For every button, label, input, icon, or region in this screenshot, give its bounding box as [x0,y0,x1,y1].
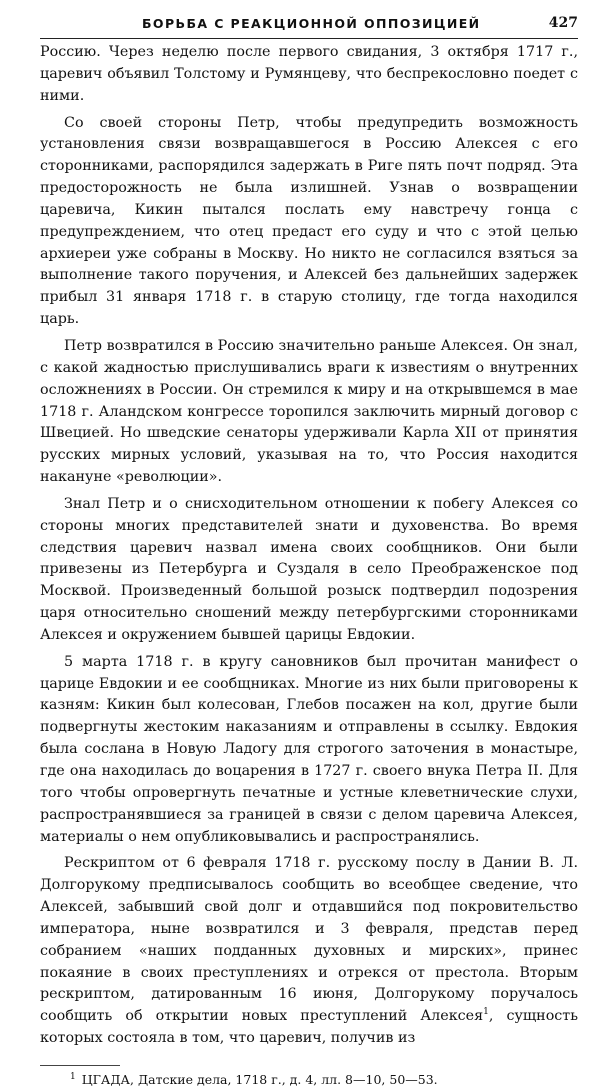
paragraph-5: 5 марта 1718 г. в кругу сановников был прочитан манифест о царице Евдокии и ее сообщниках. Многие из них были приговорены к казням: Кикин был колесован, Глебов посажен на кол, другие были подвергнуты жестоким наказаниям и отправлены в ссылку. Евдокия была сослана в Новую Ладогу для строгого заточения в монастыре, где она находилась до воцарения в 1727 г. своего внука Петра II. Для того чтобы опровергнуть печатные и устные клеветнические слухи, распространявшиеся за границей в связи с делом царевича Алексея, материалы о нем опубликовывались и распространялись. [40,653,578,845]
paragraph-3: Петр возвратился в Россию значительно раньше Алексея. Он знал, с какой жадностью прислушивались враги к известиям о внутренних осложнениях в России. Он стремился к миру и на открывшемся в мае 1718 г. Аландском конгрессе торопился заключить мирный договор с Швецией. Но шведские сенаторы удерживали Карла XII от принятия русских мирных условий, указывая на то, что Россия находится накануне «революции». [40,337,578,486]
paragraph-2: Со своей стороны Петр, чтобы предупредить возможность установления связи возвращавшегося в Россию Алексея с его сторонниками, распорядился задержать в Риге пять почт подряд. Эта предосторожность не была излишней. Узнав о возвращении царевича, Кикин пытался послать ему навстречу гонца с предупреждением, что отец предаст его суду и что с этой целью архиереи уже собраны в Москву. Но никто не согласился взяться за выполнение такого поручения, и Алексей без дальнейших задержек прибыл 31 января 1718 г. в старую столицу, где тогда находился царь. [40,114,578,328]
footnote [40,1072,578,1088]
paragraph-6-text: Рескриптом от 6 февраля 1718 г. русскому послу в Дании В. Л. Долгорукому предписывалось сообщить во всеобщее сведение, что Алексей, забывший свой долг и отдавшийся под покровительство императора, ныне возвратился и 3 февраля, представ перед собранием «наших подданных духовных и мирских», принес покаяние в своих преступлениях и отрекся от престола. Вторым рескриптом, датированным 16 июня, Долгорукому поручалось сообщить об открытии новых преступлений Алексея [40,855,578,1025]
body-text [40,42,578,1050]
paragraph-4: Знал Петр и о снисходительном отношении к побегу Алексея со стороны многих представителей знати и духовенства. Во время следствия царевич назвал имена своих сообщников. Они были привезены из Петербурга и Суздаля в село Преображенское под Москвой. Произведенный большой розыск подтвердил подозрения царя относительно сношений между петербургскими сторонниками Алексея и окружением бывшей царицы Евдокии. [40,495,578,643]
footnote-mark: 1 [70,1071,76,1082]
paragraph-6-continuation: , сущность которых состояла в том, что царевич, получив из [40,1008,579,1047]
paragraph-1: Россию. Через неделю после первого свидания, 3 октября 1717 г., царевич объявил Толстому и Румянцеву, что беспрекословно поедет с ними. [40,44,578,104]
paragraph-6 [40,853,578,1050]
footnote-text: ЦГАДА, Датские дела, 1718 г., д. 4, лл. 8—10, 50—53. [81,1071,438,1087]
page-header [40,10,578,39]
footnote-reference: 1 [483,1007,489,1018]
book-page [40,10,578,1088]
page-number: 427 [548,15,578,31]
running-head: БОРЬБА С РЕАКЦИОННОЙ ОППОЗИЦИЕЙ [142,16,481,31]
footnote-divider [40,1065,120,1066]
